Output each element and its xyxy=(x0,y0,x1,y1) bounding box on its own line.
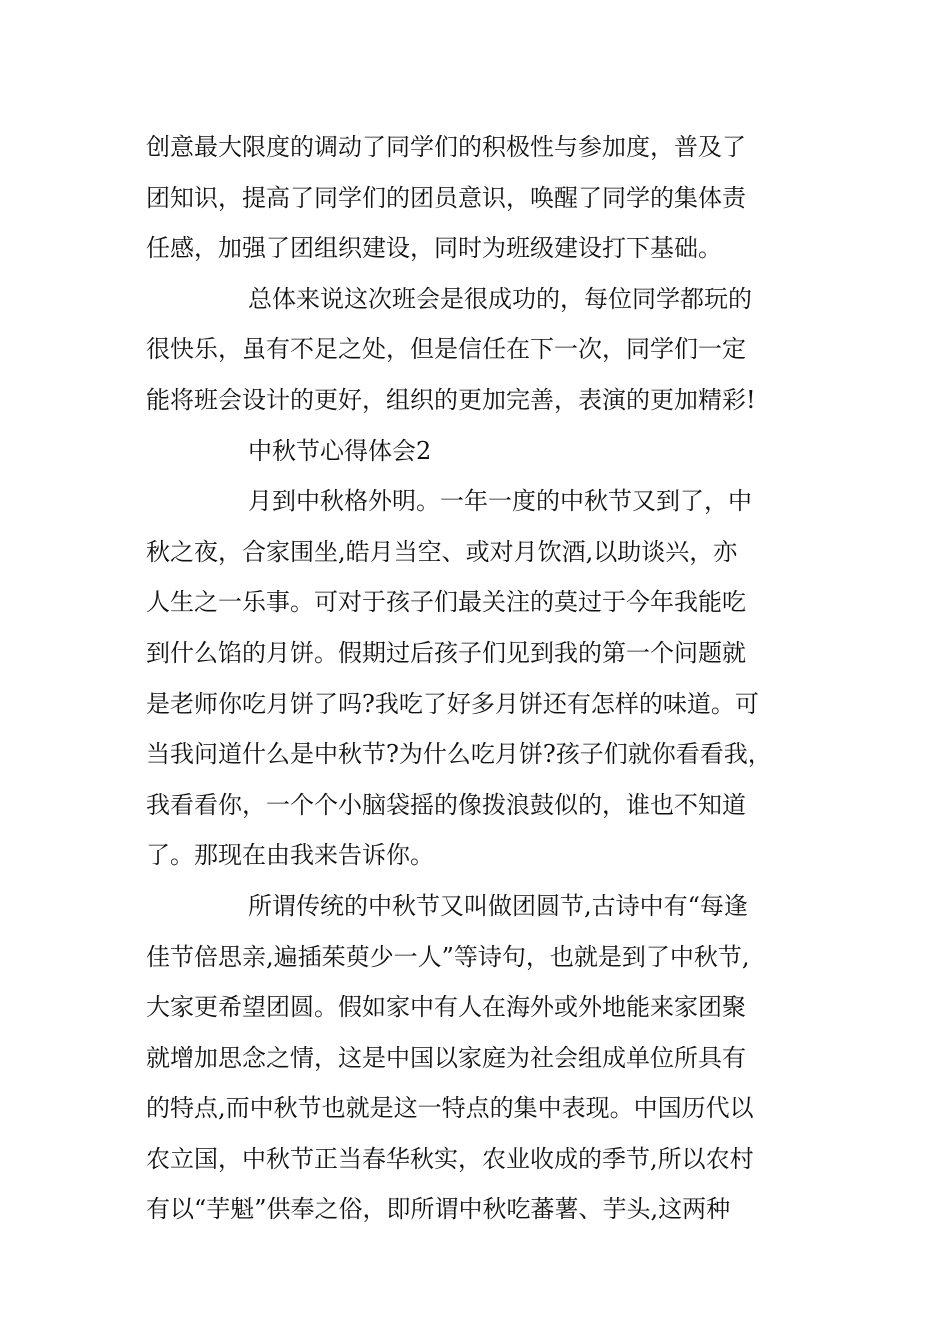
text-line: 当我问道什么是中秋节?为什么吃月饼?孩子们就你看看我， xyxy=(146,740,772,769)
text-line: 有以“芋魁”供奉之俗，即所谓中秋吃蕃薯、芋头,这两种 xyxy=(146,1195,731,1224)
text-line: 人生之一乐事。可对于孩子们最关注的莫过于今年我能吃 xyxy=(146,588,746,617)
text-line: 很快乐，虽有不足之处，但是信任在下一次，同学们一定 xyxy=(146,335,746,364)
text-line: 任感，加强了团组织建设，同时为班级建设打下基础。 xyxy=(146,234,722,263)
text-line: 是老师你吃月饼了吗?我吃了好多月饼还有怎样的味道。可 xyxy=(146,689,759,718)
text-line: 团知识，提高了同学们的团员意识，唤醒了同学的集体责 xyxy=(146,183,746,212)
text-line: 了。那现在由我来告诉你。 xyxy=(146,841,434,870)
text-line: 大家更希望团圆。假如家中有人在海外或外地能来家团聚 xyxy=(146,993,746,1022)
text-line: 创意最大限度的调动了同学们的积极性与参加度，普及了 xyxy=(146,133,746,161)
text-line: 的特点,而中秋节也就是这一特点的集中表现。中国历代以 xyxy=(146,1094,754,1123)
text-line: 就增加思念之情，这是中国以家庭为社会组成单位所具有 xyxy=(146,1043,746,1072)
text-line: 佳节倍思亲,遍插茱萸少一人”等诗句，也就是到了中秋节, xyxy=(146,942,750,971)
text-line: 总体来说这次班会是很成功的，每位同学都玩的 xyxy=(248,284,752,313)
text-line: 中秋节心得体会2 xyxy=(248,436,432,465)
text-line: 所谓传统的中秋节又叫做团圆节,古诗中有“每逢 xyxy=(248,891,748,920)
text-line: 能将班会设计的更好，组织的更加完善，表演的更加精彩! xyxy=(146,385,756,414)
text-line: 月到中秋格外明。一年一度的中秋节又到了，中 xyxy=(248,487,752,516)
text-line: 到什么馅的月饼。假期过后孩子们见到我的第一个问题就 xyxy=(146,638,746,667)
text-line: 秋之夜，合家围坐,皓月当空、或对月饮酒,以助谈兴，亦 xyxy=(146,537,738,566)
text-line: 我看看你，一个个小脑袋摇的像拨浪鼓似的，谁也不知道 xyxy=(146,790,746,819)
text-line: 农立国，中秋节正当春华秋实，农业收成的季节,所以农村 xyxy=(146,1144,754,1173)
document-body xyxy=(146,122,816,1235)
